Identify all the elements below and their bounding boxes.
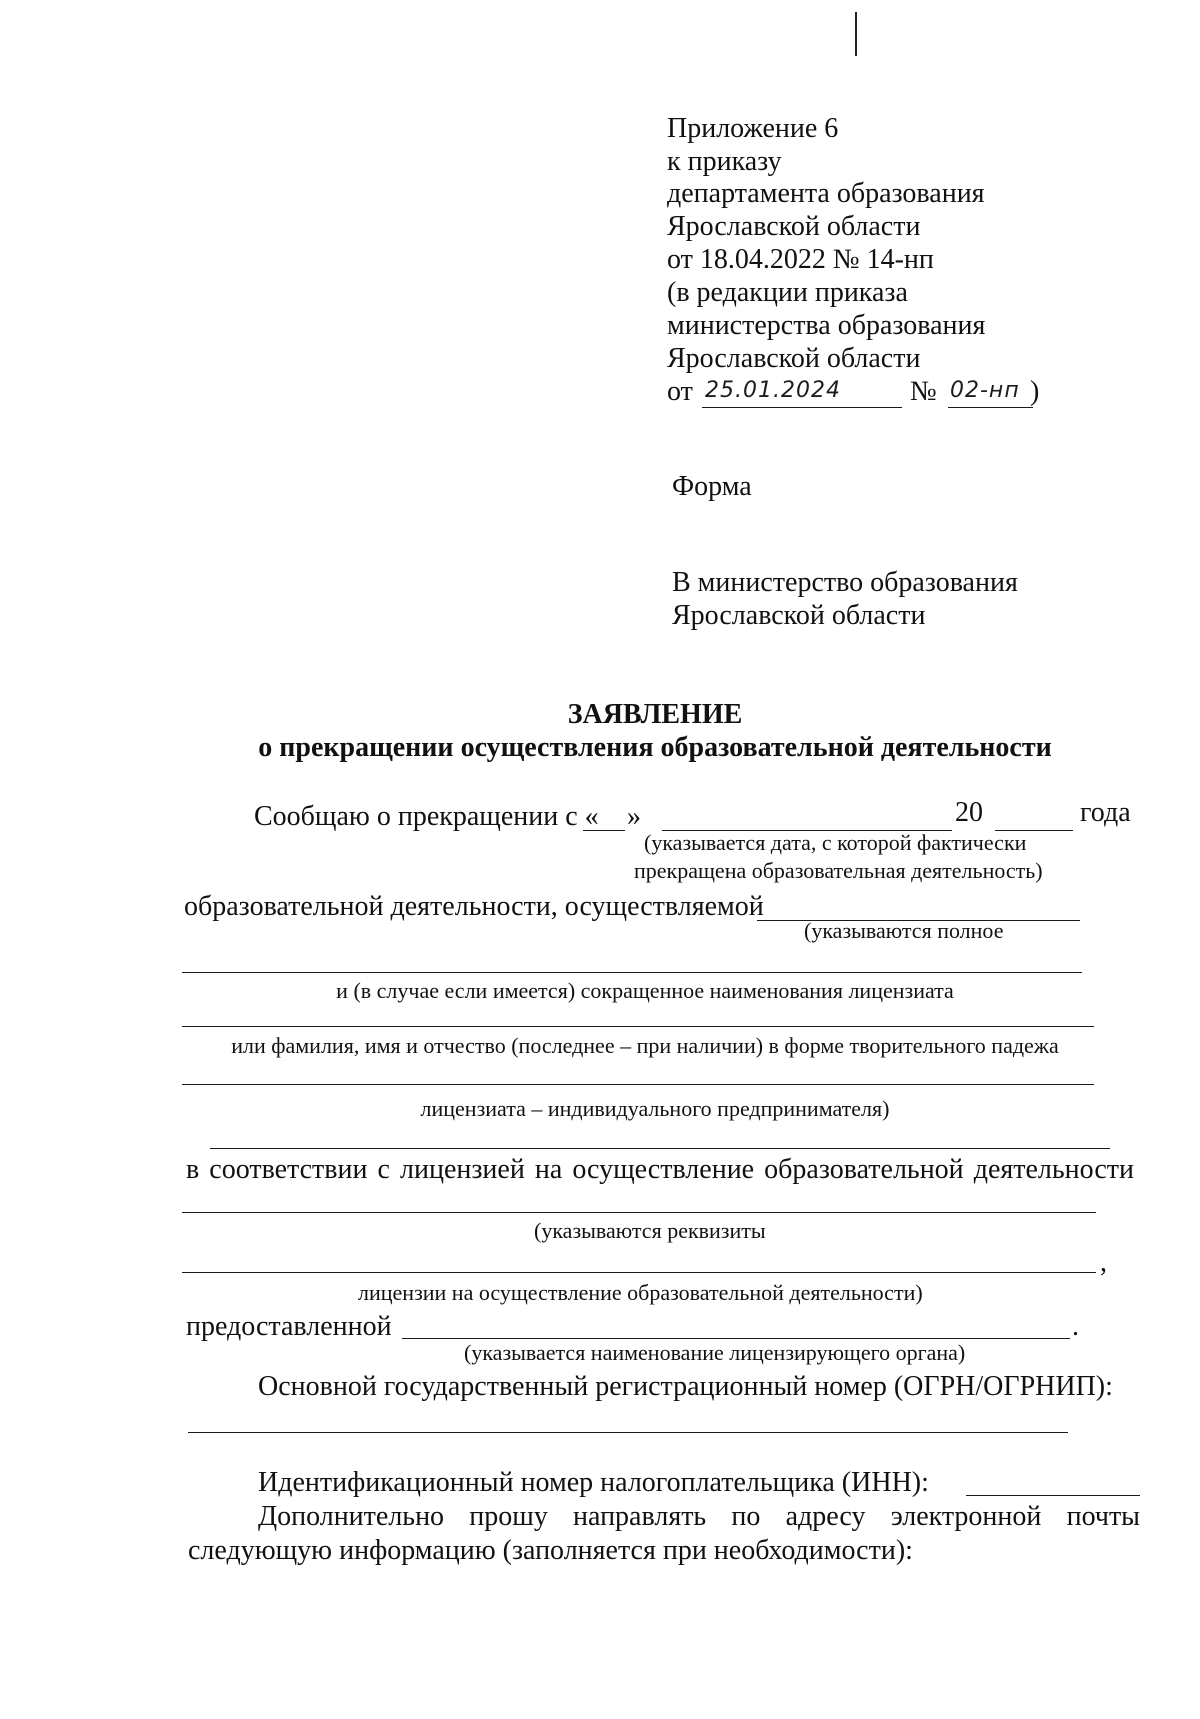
- order-number-handwritten: 02-нп: [950, 378, 1020, 403]
- year-prefix-twenty: 20: [955, 797, 983, 828]
- inn-field[interactable]: [966, 1495, 1140, 1496]
- hint-license-line-1: (указываются реквизиты: [534, 1218, 766, 1243]
- hint-authority: (указывается наименование лицензирующего органа): [464, 1340, 966, 1365]
- header-line-3: департамента образования: [667, 178, 985, 209]
- order-date-handwritten: 25.01.2024: [705, 378, 841, 403]
- licensee-name-field-5[interactable]: [210, 1148, 1110, 1149]
- license-details-field-1[interactable]: [182, 1212, 1096, 1213]
- header-line-1: Приложение 6: [667, 113, 839, 144]
- header-line-2: к приказу: [667, 146, 782, 177]
- addressee-line-2: Ярославской области: [672, 600, 926, 631]
- header-line-5: от 18.04.2022 № 14-нп: [667, 244, 934, 275]
- hint-date-line-1: (указывается дата, с которой фактически: [644, 830, 1027, 855]
- order-number-underline: [948, 407, 1033, 408]
- email-request-line-2: следующую информацию (заполняется при необходимости):: [188, 1535, 913, 1566]
- licensee-name-field-4[interactable]: [182, 1084, 1094, 1085]
- activity-label: образовательной деятельности, осуществляемой: [184, 891, 764, 922]
- document-subtitle: о прекращении осуществления образовательной деятельности: [258, 732, 1052, 763]
- addressee-line-1: В министерство образования: [672, 567, 1018, 598]
- hint-name-line-2: и (в случае если имеется) сокращенное наименования лицензиата: [336, 978, 954, 1003]
- termination-date-prefix: Сообщаю о прекращении с «: [254, 801, 599, 832]
- header-line-7: министерства образования: [667, 310, 986, 341]
- issuing-authority-field[interactable]: [402, 1338, 1070, 1339]
- header-line-4: Ярославской области: [667, 211, 921, 242]
- issued-by-label: предоставленной: [186, 1311, 392, 1342]
- header-line-6: (в редакции приказа: [667, 277, 908, 308]
- order-close-paren: ): [1030, 376, 1040, 407]
- licensee-name-field-3[interactable]: [182, 1026, 1094, 1027]
- binding-mark: [855, 12, 857, 56]
- hint-license-line-2: лицензии на осуществление образовательной деятельности): [358, 1280, 923, 1305]
- form-label: Форма: [672, 471, 752, 502]
- hint-date-line-2: прекращена образовательная деятельность): [634, 858, 1043, 883]
- license-details-field-2[interactable]: [182, 1272, 1096, 1273]
- document-title: ЗАЯВЛЕНИЕ: [567, 699, 743, 730]
- license-statement: в соответствии с лицензией на осуществление образовательной деятельности: [186, 1154, 1134, 1185]
- hint-name-line-1: (указываются полное: [804, 918, 1004, 943]
- email-request-line-1: Дополнительно прошу направлять по адресу электронной почты: [258, 1501, 1140, 1532]
- licensee-name-field-2[interactable]: [182, 972, 1082, 973]
- order-date-underline: [702, 407, 902, 408]
- hint-name-line-3: или фамилия, имя и отчество (последнее – при наличии) в форме творительного падежа: [231, 1033, 1059, 1058]
- period: .: [1072, 1311, 1079, 1342]
- order-from-label: от: [667, 376, 693, 407]
- ogrn-field[interactable]: [188, 1432, 1068, 1433]
- inn-label: Идентификационный номер налогоплательщика (ИНН):: [258, 1467, 929, 1498]
- year-word: года: [1080, 797, 1131, 828]
- order-number-label: №: [910, 376, 937, 407]
- header-line-8: Ярославской области: [667, 343, 921, 374]
- hint-name-line-4: лицензиата – индивидуального предпринимателя): [420, 1096, 890, 1121]
- comma: ,: [1100, 1247, 1107, 1278]
- ogrn-label: Основной государственный регистрационный номер (ОГРН/ОГРНИП):: [258, 1371, 1113, 1402]
- day-field[interactable]: [583, 830, 625, 831]
- quote-close: »: [627, 801, 641, 832]
